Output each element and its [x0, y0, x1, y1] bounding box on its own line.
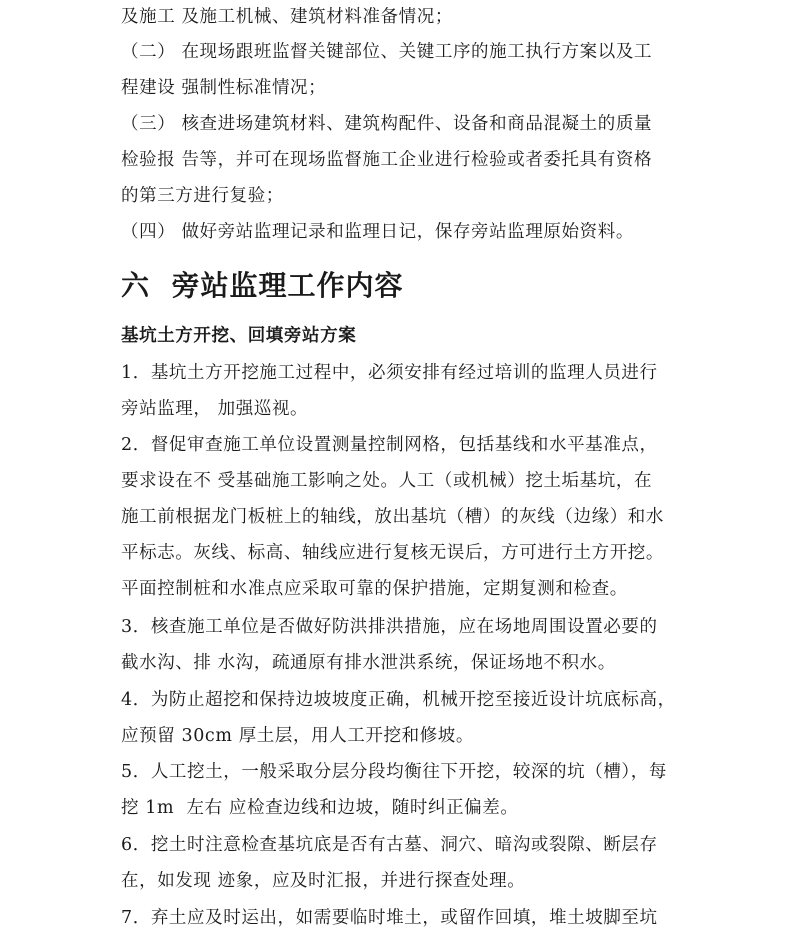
- text-line: 程建设 强制性标准情况；: [121, 78, 327, 98]
- text-line: 检验报 告等，并可在现场监督施工企业进行检验或者委托具有资格: [121, 150, 653, 170]
- text-line: 要求设在不 受基础施工影响之处。人工（或机械）挖土垢基坑，在: [121, 471, 653, 491]
- text-line: 挖 1m 左右 应检查边线和边坡，随时纠正偏差。: [121, 798, 519, 818]
- text-line: 应预留 30cm 厚土层，用人工开挖和修坡。: [121, 726, 474, 746]
- text-line: 3．核查施工单位是否做好防洪排洪措施，应在场地周围设置必要的: [121, 617, 658, 637]
- text-line: 6．挖土时注意检查基坑底是否有古墓、洞穴、暗沟或裂隙、断层存: [121, 835, 658, 855]
- text-line: 截水沟、排 水沟，疏通原有排水泄洪系统，保证场地不积水。: [121, 653, 616, 673]
- text-line: （四） 做好旁站监理记录和监理日记，保存旁站监理原始资料。: [121, 222, 634, 242]
- text-line: 4．为防止超挖和保持边坡坡度正确，机械开挖至接近设计坑底标高，: [121, 690, 676, 710]
- subsection-heading: 基坑土方开挖、回填旁站方案: [121, 326, 357, 346]
- text-line: 5．人工挖土，一般采取分层分段均衡往下开挖，较深的坑（槽），每: [121, 762, 667, 782]
- text-line: 在，如发现 迹象，应及时汇报，并进行探查处理。: [121, 871, 526, 891]
- text-line: 平面控制桩和水准点应采取可靠的保护措施，定期复测和检查。: [121, 579, 628, 599]
- text-line: 施工前根据龙门板桩上的轴线，放出基坑（槽）的灰线（边缘）和水: [121, 507, 664, 527]
- text-line: （二） 在现场跟班监督关键部位、关键工序的施工执行方案以及工: [121, 42, 653, 62]
- text-line: （三） 核查进场建筑材料、建筑构配件、设备和商品混凝土的质量: [121, 114, 653, 134]
- text-line: 7．弃土应及时运出，如需要临时堆土，或留作回填，堆土坡脚至坑: [121, 908, 658, 928]
- text-line: 的第三方进行复验；: [121, 186, 284, 206]
- text-line: 及施工 及施工机械、建筑材料准备情况；: [121, 7, 453, 27]
- text-line: 1．基坑土方开挖施工过程中，必须安排有经过培训的监理人员进行: [121, 363, 658, 383]
- text-line: 旁站监理， 加强巡视。: [121, 399, 309, 419]
- section-heading: 六 旁站监理工作内容: [121, 269, 404, 302]
- text-line: 平标志。灰线、标高、轴线应进行复核无误后，方可进行土方开挖。: [121, 543, 664, 563]
- text-line: 2．督促审查施工单位设置测量控制网格，包括基线和水平基准点，: [121, 435, 658, 455]
